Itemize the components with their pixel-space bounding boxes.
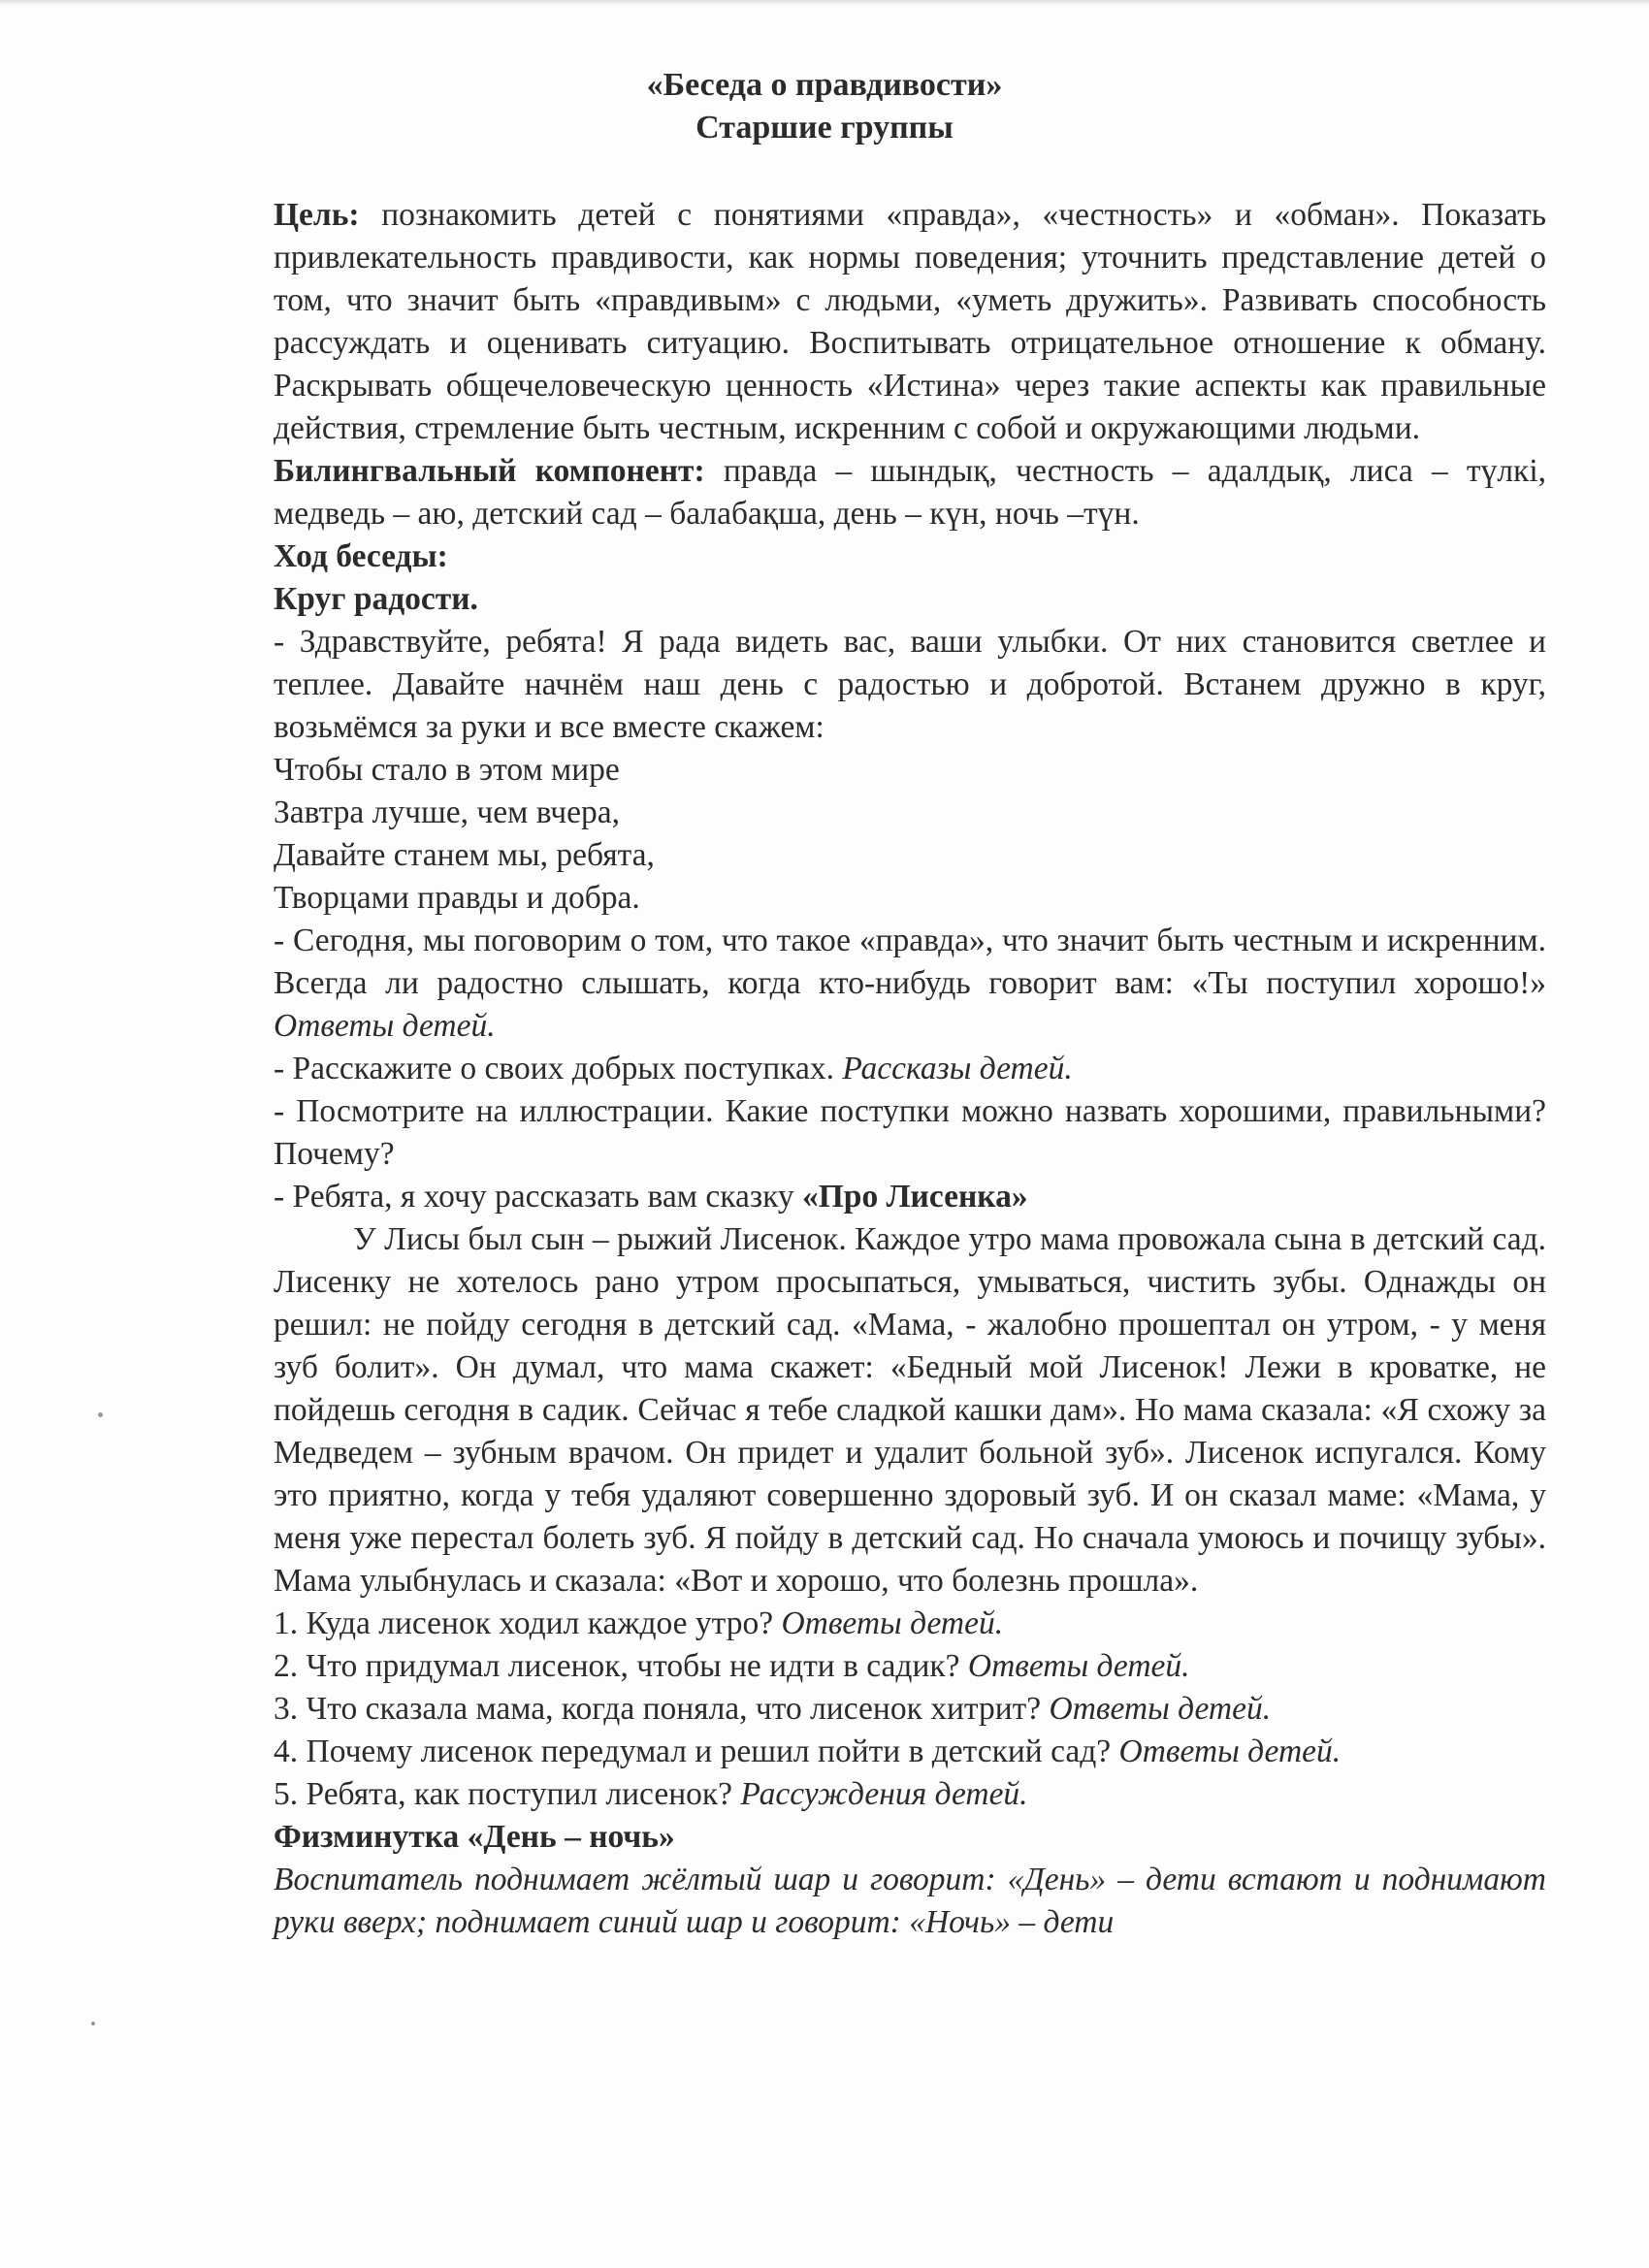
scan-speck [91, 2022, 95, 2025]
question-note: Ответы детей. [1118, 1733, 1342, 1769]
bilingual-text: правда – шындық, честность – адалдық, лиса – түлкі, медведь – аю, детский сад – балабақша, день – күн, ночь –түн. [274, 453, 1546, 532]
title-block [0, 64, 1649, 149]
story-paragraph: У Лисы был сын – рыжий Лисенок. Каждое утро мама провожала сына в детский сад. Лисенку не хотелось рано утром просыпаться, умываться, чистить зубы. Однажды он решил: не пойду сегодня в детский сад. «Мама, - жалобно прошептал он утром, - у меня зуб болит». Он думал, что мама скажет: «Бедный мой Лисенок! Лежи в кроватке, не пойдешь сегодня в садик. Сейчас я тебе сладкой кашки дам». Но мама сказала: «Я схожу за Медведем – зубным врачом. Он придет и удалит больной зуб». Лисенок испугался. Кому это приятно, когда у тебя удаляют совершенно здоровый зуб. И он сказал маме: «Мама, у меня уже перестал болеть зуб. Я пойду в детский сад. Но сначала умоюсь и почищу зубы». Мама улыбнулась и сказала: «Вот и хорошо, что болезнь прошла». [274, 1221, 1547, 1599]
exercise-heading: Физминутка «День – ночь» [274, 1819, 675, 1855]
story-intro-paragraph [274, 1176, 1546, 1218]
circle-heading: Круг радости. [274, 581, 478, 617]
poem-line: Давайте станем мы, ребята, [274, 837, 655, 873]
goal-paragraph [274, 194, 1546, 450]
greeting-paragraph: - Здравствуйте, ребята! Я рада видеть вас, ваши улыбки. От них становится светлее и теплее. Давайте начнём наш день с радостью и добротой. Встанем дружно в круг, возьмёмся за руки и все вместе скажем: [274, 624, 1546, 745]
question-text: 3. Что сказала мама, когда поняла, что лисенок хитрит? [274, 1691, 1042, 1727]
goal-label: Цель: [274, 197, 360, 233]
question-item [274, 1773, 1546, 1816]
exercise-paragraph: Воспитатель поднимает жёлтый шар и говорит: «День» – дети встают и поднимают руки вверх; поднимает синий шар и говорит: «Ночь» – дети [274, 1862, 1546, 1940]
question-note: Рассуждения детей. [740, 1776, 1028, 1812]
question-text: 4. Почему лисенок передумал и решил пойти в детский сад? [274, 1733, 1112, 1769]
question-note: Ответы детей. [967, 1648, 1190, 1684]
scan-speck [98, 1412, 103, 1417]
poem-line: Завтра лучше, чем вчера, [274, 794, 620, 830]
question-text: 2. Что придумал лисенок, чтобы не идти в садик? [274, 1648, 960, 1684]
bilingual-label: Билингвальный компонент: [274, 453, 705, 489]
question-note: Ответы детей. [781, 1605, 1004, 1641]
question-text: 1. Куда лисенок ходил каждое утро? [274, 1605, 774, 1641]
poem-line: Творцами правды и добра. [274, 880, 640, 916]
tell-paragraph [274, 1048, 1546, 1090]
bilingual-paragraph [274, 450, 1546, 535]
question-note: Ответы детей. [1049, 1691, 1272, 1727]
document-title: «Беседа о правдивости» [646, 67, 1003, 103]
story-intro-text: - Ребята, я хочу рассказать вам сказку [274, 1179, 794, 1215]
document-body [274, 194, 1546, 1944]
look-paragraph: - Посмотрите на иллюстрации. Какие поступки можно назвать хорошими, правильными? Почему? [274, 1093, 1546, 1172]
today-note: Ответы детей. [274, 1008, 496, 1044]
document-subtitle: Старшие группы [695, 110, 954, 146]
question-item [274, 1688, 1546, 1731]
question-item [274, 1731, 1546, 1773]
story-title: «Про Лисенка» [802, 1179, 1028, 1215]
question-item [274, 1603, 1546, 1645]
tell-note: Рассказы детей. [842, 1051, 1073, 1086]
question-item [274, 1645, 1546, 1688]
today-paragraph [274, 920, 1546, 1048]
scan-top-edge [0, 0, 1649, 6]
today-text: - Сегодня, мы поговорим о том, что такое «правда», что значит быть честным и искренним. Всегда ли радостно слышать, когда кто-нибудь говорит вам: «Ты поступил хорошо!» [274, 923, 1546, 1001]
goal-text: познакомить детей с понятиями «правда», «честность» и «обман». Показать привлекательность правдивости, как нормы поведения; уточнить представление детей о том, что значит быть «правдивым» с людьми, «уметь дружить». Развивать способность рассуждать и оценивать ситуацию. Воспитывать отрицательное отношение к обману. Раскрывать общечеловеческую ценность «Истина» через такие аспекты как правильные действия, стремление быть честным, искренним с собой и окружающими людьми. [274, 197, 1546, 446]
course-heading: Ход беседы: [274, 538, 448, 574]
question-text: 5. Ребята, как поступил лисенок? [274, 1776, 733, 1812]
poem-line: Чтобы стало в этом мире [274, 752, 620, 788]
tell-text: - Расскажите о своих добрых поступках. [274, 1051, 834, 1086]
